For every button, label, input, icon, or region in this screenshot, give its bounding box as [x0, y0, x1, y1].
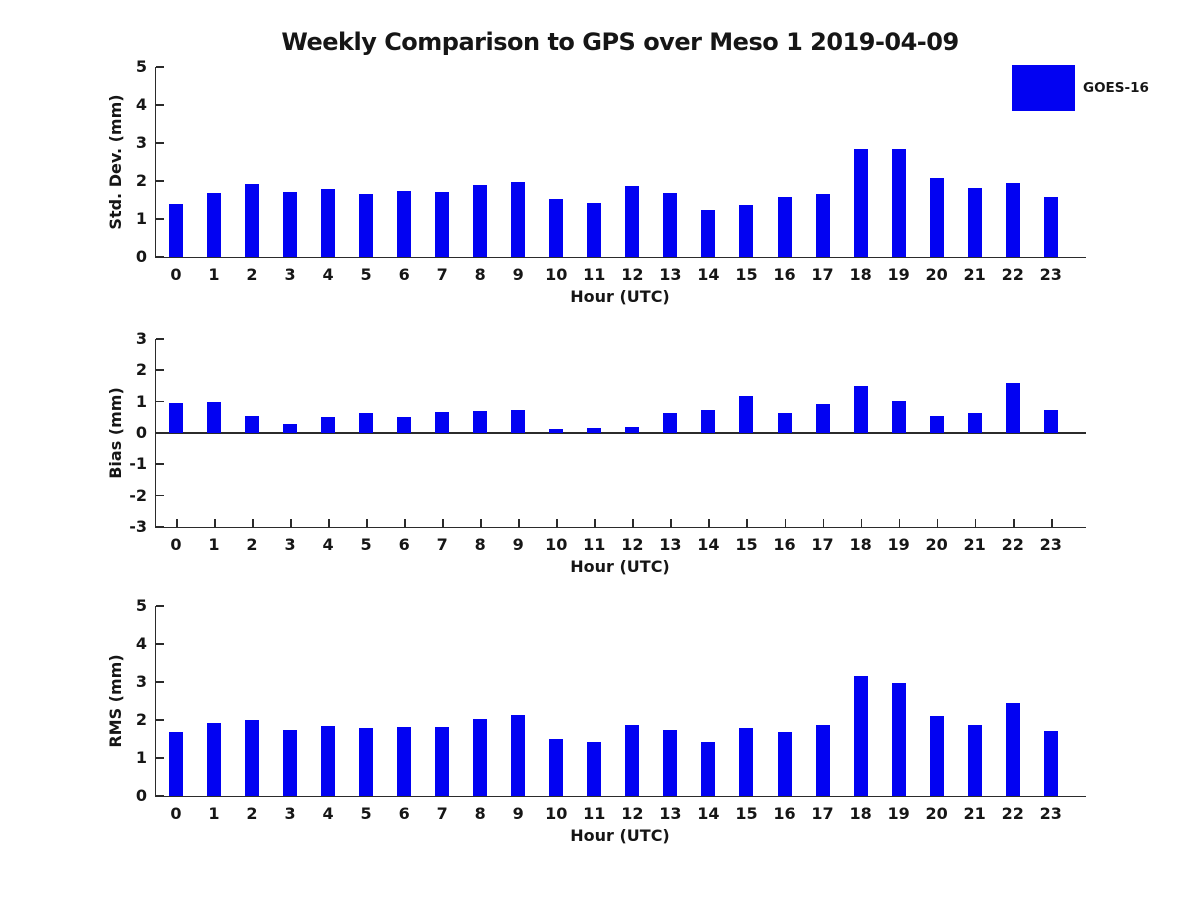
y-tick-mark: [156, 142, 164, 144]
bias-bar-hour-17: [816, 404, 830, 433]
bias-xtick-label: 11: [583, 535, 606, 554]
rms-ytick-label: 1: [135, 748, 147, 767]
rms-ytick-label: 5: [135, 596, 147, 615]
rms-xtick-label: 18: [849, 804, 872, 823]
rms-xtick-label: 9: [512, 804, 524, 823]
x-tick-mark: [975, 519, 977, 527]
rms-xtick-label: 6: [398, 804, 410, 823]
std-dev-xtick-label: 14: [697, 265, 720, 284]
std-dev-bar-hour-22: [1006, 183, 1020, 257]
bias-ytick-label: 0: [135, 423, 147, 442]
x-tick-mark: [290, 519, 292, 527]
rms-ytick-label: 2: [135, 710, 147, 729]
rms-xtick-label: 15: [735, 804, 758, 823]
y-tick-mark: [156, 66, 164, 68]
legend-label-goes16: GOES-16: [1083, 80, 1149, 96]
std-dev-xtick-label: 6: [398, 265, 410, 284]
std-dev-xtick-label: 19: [887, 265, 910, 284]
x-tick-mark: [366, 519, 368, 527]
std-dev-bar-hour-3: [283, 192, 297, 257]
y-tick-mark: [156, 526, 164, 528]
std-dev-bar-hour-19: [892, 149, 906, 257]
bias-bar-hour-1: [207, 402, 221, 433]
rms-xtick-label: 3: [284, 804, 296, 823]
bias-xtick-label: 17: [811, 535, 834, 554]
rms-bar-hour-20: [930, 716, 944, 796]
std-dev-bar-hour-4: [321, 189, 335, 257]
x-tick-mark: [861, 519, 863, 527]
std-dev-bar-hour-11: [587, 203, 601, 257]
rms-bar-hour-10: [549, 739, 563, 796]
std-dev-bar-hour-23: [1044, 197, 1058, 257]
x-tick-mark: [670, 519, 672, 527]
std-dev-xtick-label: 13: [659, 265, 682, 284]
std-dev-xtick-label: 2: [246, 265, 258, 284]
std-dev-xtick-label: 23: [1039, 265, 1062, 284]
rms-xtick-label: 10: [545, 804, 568, 823]
y-tick-mark: [156, 180, 164, 182]
bias-xtick-label: 20: [925, 535, 948, 554]
rms-bar-hour-2: [245, 720, 259, 796]
rms-xtick-label: 17: [811, 804, 834, 823]
x-tick-mark: [746, 519, 748, 527]
std-dev-xtick-label: 17: [811, 265, 834, 284]
std-dev-xtick-label: 11: [583, 265, 606, 284]
std-dev-xtick-label: 9: [512, 265, 524, 284]
bias-xtick-label: 15: [735, 535, 758, 554]
rms-ytick-label: 3: [135, 672, 147, 691]
rms-bar-hour-18: [854, 676, 868, 796]
bias-bar-hour-2: [245, 416, 259, 433]
x-tick-mark: [404, 519, 406, 527]
bias-bar-hour-13: [663, 413, 677, 433]
bias-xtick-label: 13: [659, 535, 682, 554]
x-tick-mark: [480, 519, 482, 527]
std-dev-bar-hour-8: [473, 185, 487, 257]
x-tick-mark: [1051, 519, 1053, 527]
x-tick-mark: [708, 519, 710, 527]
bias-bar-hour-5: [359, 413, 373, 433]
std-dev-bar-hour-7: [435, 192, 449, 257]
rms-xtick-label: 16: [773, 804, 796, 823]
rms-bar-hour-17: [816, 725, 830, 796]
std-dev-xtick-label: 18: [849, 265, 872, 284]
std-dev-xtick-label: 0: [170, 265, 182, 284]
rms-bar-hour-0: [169, 732, 183, 796]
bias-bar-hour-3: [283, 424, 297, 433]
bias-bar-hour-12: [625, 427, 639, 433]
bias-xtick-label: 2: [246, 535, 258, 554]
y-tick-mark: [156, 643, 164, 645]
bias-xtick-label: 0: [170, 535, 182, 554]
std-dev-bar-hour-10: [549, 199, 563, 257]
bias-bar-hour-18: [854, 386, 868, 433]
bias-x-axis-label: Hour (UTC): [570, 557, 670, 576]
rms-bar-hour-6: [397, 727, 411, 796]
bias-bar-hour-21: [968, 413, 982, 433]
std-dev-bar-hour-1: [207, 193, 221, 257]
std-dev-x-axis-label: Hour (UTC): [570, 287, 670, 306]
rms-xtick-label: 7: [436, 804, 448, 823]
bias-bar-hour-8: [473, 411, 487, 433]
bias-bar-hour-19: [892, 401, 906, 433]
bias-bar-hour-0: [169, 403, 183, 433]
std-dev-ytick-label: 1: [135, 209, 147, 228]
std-dev-ytick-label: 4: [135, 95, 147, 114]
rms-bar-hour-9: [511, 715, 525, 796]
bias-plot-area: [155, 339, 1086, 528]
x-tick-mark: [785, 519, 787, 527]
bias-xtick-label: 21: [963, 535, 986, 554]
bias-bar-hour-11: [587, 428, 601, 433]
std-dev-xtick-label: 4: [322, 265, 334, 284]
std-dev-bar-hour-2: [245, 184, 259, 257]
bias-xtick-label: 18: [849, 535, 872, 554]
x-tick-mark: [1013, 519, 1015, 527]
bias-xtick-label: 1: [208, 535, 220, 554]
y-tick-mark: [156, 757, 164, 759]
rms-xtick-label: 19: [887, 804, 910, 823]
bias-xtick-label: 6: [398, 535, 410, 554]
y-tick-mark: [156, 104, 164, 106]
std-dev-ytick-label: 5: [135, 57, 147, 76]
bias-bar-hour-15: [739, 396, 753, 433]
y-tick-mark: [156, 795, 164, 797]
x-tick-mark: [214, 519, 216, 527]
bias-xtick-label: 16: [773, 535, 796, 554]
y-tick-mark: [156, 256, 164, 258]
rms-bar-hour-13: [663, 730, 677, 797]
y-tick-mark: [156, 719, 164, 721]
y-tick-mark: [156, 369, 164, 371]
chart-title: Weekly Comparison to GPS over Meso 1 2019-04-09: [281, 28, 959, 56]
std-dev-xtick-label: 7: [436, 265, 448, 284]
rms-bar-hour-14: [701, 742, 715, 796]
bias-xtick-label: 14: [697, 535, 720, 554]
rms-xtick-label: 11: [583, 804, 606, 823]
x-tick-mark: [556, 519, 558, 527]
y-tick-mark: [156, 401, 164, 403]
rms-bar-hour-3: [283, 730, 297, 796]
std-dev-xtick-label: 12: [621, 265, 644, 284]
bias-bar-hour-20: [930, 416, 944, 433]
rms-xtick-label: 4: [322, 804, 334, 823]
std-dev-ytick-label: 2: [135, 171, 147, 190]
bias-xtick-label: 5: [360, 535, 372, 554]
std-dev-xtick-label: 8: [474, 265, 486, 284]
x-tick-mark: [937, 519, 939, 527]
rms-ytick-label: 0: [135, 786, 147, 805]
bias-bar-hour-4: [321, 417, 335, 433]
rms-bar-hour-19: [892, 683, 906, 796]
std-dev-bar-hour-0: [169, 204, 183, 257]
bias-ytick-label: 2: [135, 360, 147, 380]
x-tick-mark: [518, 519, 520, 527]
y-tick-mark: [156, 681, 164, 683]
bias-xtick-label: 4: [322, 535, 334, 554]
std-dev-xtick-label: 20: [925, 265, 948, 284]
bias-xtick-label: 3: [284, 535, 296, 554]
bias-bar-hour-16: [778, 413, 792, 433]
y-tick-mark: [156, 338, 164, 340]
rms-bar-hour-7: [435, 727, 449, 796]
std-dev-bar-hour-20: [930, 178, 944, 257]
std-dev-xtick-label: 21: [963, 265, 986, 284]
y-tick-mark: [156, 218, 164, 220]
rms-xtick-label: 5: [360, 804, 372, 823]
rms-bar-hour-22: [1006, 703, 1020, 796]
bias-xtick-label: 8: [474, 535, 486, 554]
rms-bar-hour-11: [587, 742, 601, 796]
std-dev-xtick-label: 5: [360, 265, 372, 284]
std-dev-bar-hour-18: [854, 149, 868, 257]
rms-xtick-label: 2: [246, 804, 258, 823]
std-dev-y-axis-label: Std. Dev. (mm): [106, 94, 125, 230]
bias-ytick-label: -1: [129, 454, 147, 474]
std-dev-bar-hour-6: [397, 191, 411, 258]
bias-xtick-label: 23: [1039, 535, 1062, 554]
x-tick-mark: [594, 519, 596, 527]
rms-bar-hour-8: [473, 719, 487, 796]
std-dev-ytick-label: 3: [135, 133, 147, 152]
rms-bar-hour-23: [1044, 731, 1058, 796]
bias-bar-hour-10: [549, 429, 563, 433]
bias-bar-hour-14: [701, 410, 715, 433]
rms-xtick-label: 1: [208, 804, 220, 823]
rms-xtick-label: 22: [1001, 804, 1024, 823]
x-tick-mark: [252, 519, 254, 527]
bias-xtick-label: 19: [887, 535, 910, 554]
x-tick-mark: [176, 519, 178, 527]
y-tick-mark: [156, 463, 164, 465]
x-tick-mark: [823, 519, 825, 527]
std-dev-bar-hour-15: [739, 205, 753, 257]
rms-bar-hour-1: [207, 723, 221, 796]
std-dev-bar-hour-9: [511, 182, 525, 257]
y-tick-mark: [156, 495, 164, 497]
std-dev-xtick-label: 10: [545, 265, 568, 284]
rms-xtick-label: 14: [697, 804, 720, 823]
std-dev-bar-hour-12: [625, 186, 639, 257]
rms-bar-hour-15: [739, 728, 753, 796]
bias-xtick-label: 22: [1001, 535, 1024, 554]
rms-xtick-label: 20: [925, 804, 948, 823]
rms-y-axis-label: RMS (mm): [106, 654, 125, 748]
std-dev-xtick-label: 15: [735, 265, 758, 284]
bias-bar-hour-9: [511, 410, 525, 433]
std-dev-xtick-label: 16: [773, 265, 796, 284]
rms-bar-hour-4: [321, 726, 335, 796]
x-tick-mark: [328, 519, 330, 527]
bias-bar-hour-23: [1044, 410, 1058, 433]
bias-ytick-label: -2: [129, 485, 147, 505]
x-tick-mark: [442, 519, 444, 527]
std-dev-ytick-label: 0: [135, 247, 147, 266]
bias-ytick-label: 3: [135, 329, 147, 348]
rms-bar-hour-21: [968, 725, 982, 796]
std-dev-bar-hour-14: [701, 210, 715, 257]
rms-bar-hour-16: [778, 732, 792, 796]
bias-xtick-label: 9: [512, 535, 524, 554]
std-dev-xtick-label: 1: [208, 265, 220, 284]
bias-xtick-label: 10: [545, 535, 568, 554]
bias-xtick-label: 12: [621, 535, 644, 554]
rms-xtick-label: 8: [474, 804, 486, 823]
std-dev-bar-hour-21: [968, 188, 982, 257]
rms-xtick-label: 13: [659, 804, 682, 823]
rms-bar-hour-5: [359, 728, 373, 796]
rms-ytick-label: 4: [135, 634, 147, 653]
std-dev-bar-hour-17: [816, 194, 830, 257]
std-dev-xtick-label: 22: [1001, 265, 1024, 284]
y-tick-mark: [156, 605, 164, 607]
std-dev-bar-hour-16: [778, 197, 792, 257]
std-dev-bar-hour-5: [359, 194, 373, 257]
rms-xtick-label: 12: [621, 804, 644, 823]
rms-xtick-label: 21: [963, 804, 986, 823]
bias-bar-hour-6: [397, 417, 411, 433]
bias-bar-hour-7: [435, 412, 449, 433]
std-dev-xtick-label: 3: [284, 265, 296, 284]
bias-ytick-label: 1: [135, 391, 147, 411]
bias-y-axis-label: Bias (mm): [106, 387, 125, 479]
rms-xtick-label: 23: [1039, 804, 1062, 823]
rms-xtick-label: 0: [170, 804, 182, 823]
x-tick-mark: [632, 519, 634, 527]
bias-xtick-label: 7: [436, 535, 448, 554]
bias-ytick-label: -3: [129, 517, 147, 536]
x-tick-mark: [899, 519, 901, 527]
rms-x-axis-label: Hour (UTC): [570, 826, 670, 845]
std-dev-bar-hour-13: [663, 193, 677, 257]
bias-bar-hour-22: [1006, 383, 1020, 433]
rms-bar-hour-12: [625, 725, 639, 796]
